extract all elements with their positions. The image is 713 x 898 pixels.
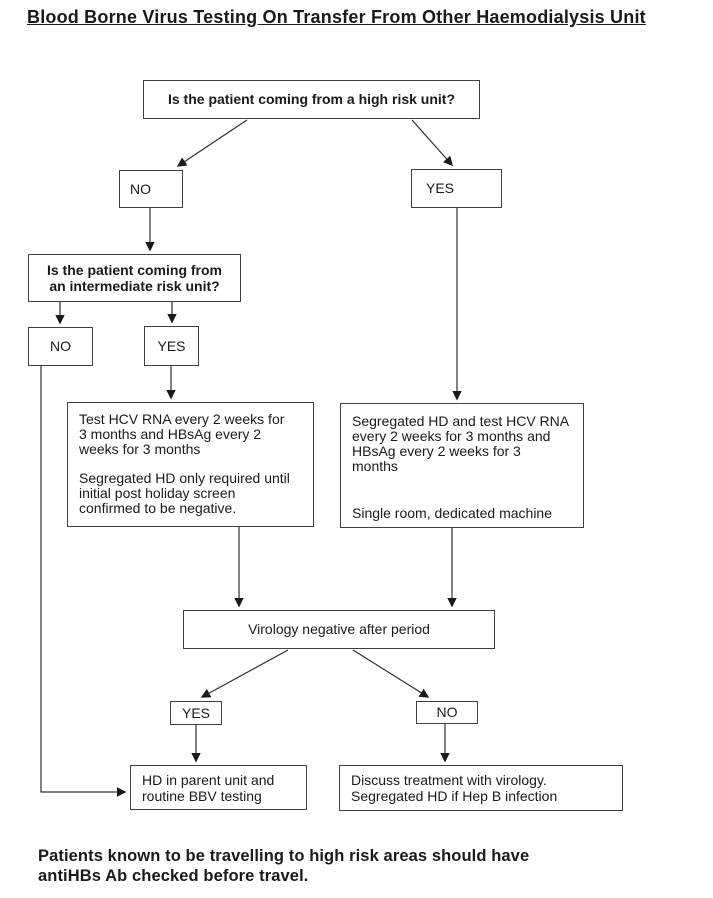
intermediate-protocol-para1: Test HCV RNA every 2 weeks for 3 months and HBsAg every 2 weeks for 3 months bbox=[79, 411, 285, 457]
node-virology-yes bbox=[170, 701, 222, 725]
node-virology-no-label: NO bbox=[436, 704, 458, 720]
node-high-risk-yes bbox=[411, 169, 502, 208]
parent-unit-outcome-label: HD in parent unit and routine BBV testing bbox=[142, 772, 275, 804]
high-risk-protocol-para2: Single room, dedicated machine bbox=[352, 505, 553, 521]
arrow-highrisk-to-no bbox=[178, 120, 247, 166]
node-high-risk-no-label: NO bbox=[130, 180, 151, 197]
node-high-risk-no bbox=[119, 170, 183, 208]
node-intermediate-protocol bbox=[67, 402, 314, 527]
node-intermediate-yes-label: YES bbox=[157, 337, 186, 354]
node-parent-unit-outcome bbox=[130, 765, 307, 810]
arrow-virology-to-no bbox=[353, 650, 428, 697]
node-intermediate-no-label: NO bbox=[50, 338, 71, 354]
node-intermediate-no bbox=[28, 327, 93, 366]
node-high-risk-question bbox=[143, 80, 480, 119]
intermediate-protocol-para2: Segregated HD only required until initial post holiday screen confirmed to be negative. bbox=[79, 470, 290, 516]
node-high-risk-yes-label: YES bbox=[426, 180, 455, 196]
node-intermediate-question bbox=[28, 254, 241, 302]
high-risk-protocol-para1: Segregated HD and test HCV RNA every 2 weeks for 3 months and HBsAg every 2 weeks for 3 months bbox=[352, 413, 569, 474]
virology-positive-outcome-label: Discuss treatment with virology. Segregated HD if Hep B infection bbox=[351, 772, 558, 804]
node-intermediate-yes bbox=[144, 326, 199, 366]
arrow-virology-to-yes bbox=[202, 650, 288, 697]
node-virology-positive-outcome bbox=[339, 765, 623, 811]
footer-note-text: Patients known to be travelling to high risk areas should have antiHBs Ab checked before travel. bbox=[38, 847, 530, 885]
node-high-risk-question-label: Is the patient coming from a high risk unit? bbox=[167, 91, 456, 107]
arrow-highrisk-to-yes bbox=[412, 120, 452, 165]
node-high-risk-protocol bbox=[340, 403, 584, 528]
footer-note bbox=[38, 846, 583, 886]
node-intermediate-question-label: Is the patient coming from an intermediate risk unit? bbox=[46, 262, 222, 294]
page-title: Blood Borne Virus Testing On Transfer From Other Haemodialysis Unit bbox=[27, 7, 646, 27]
node-virology-check bbox=[183, 610, 495, 649]
node-virology-check-label: Virology negative after period bbox=[248, 621, 430, 637]
node-virology-yes-label: YES bbox=[181, 704, 210, 721]
node-virology-no bbox=[416, 701, 478, 724]
